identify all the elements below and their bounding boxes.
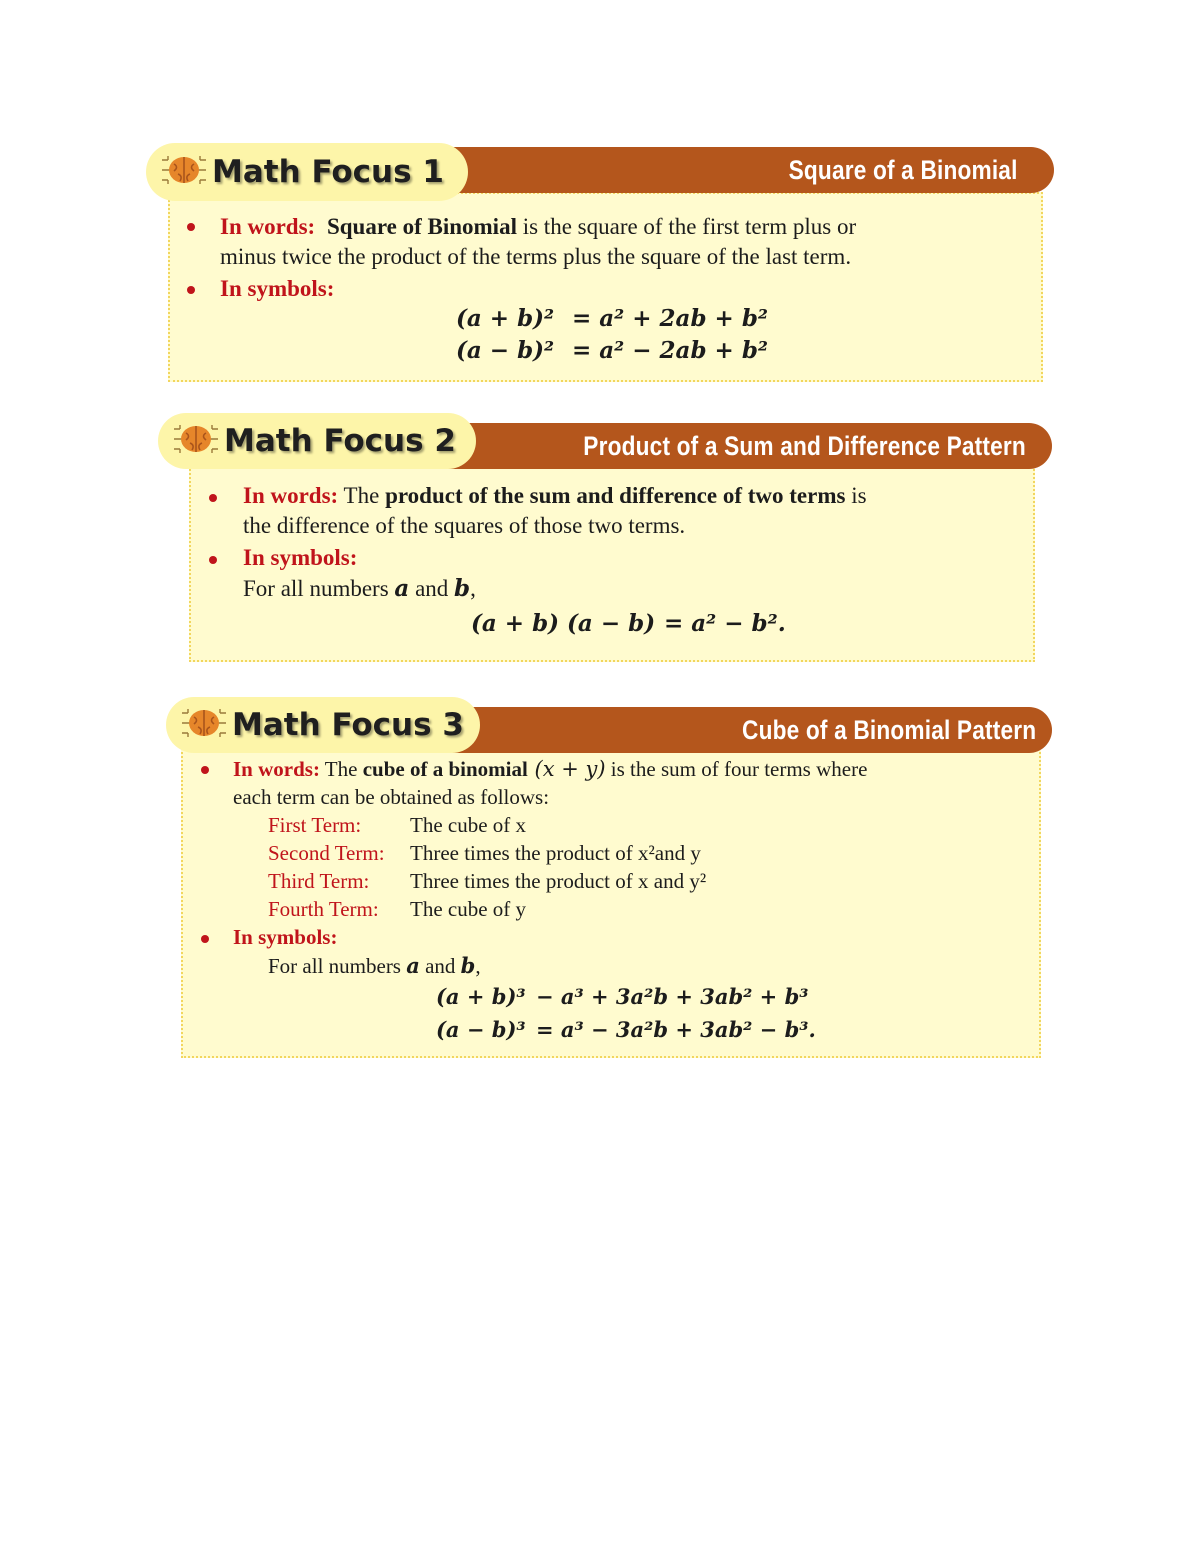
focus1-eq1-rhs: = a² + 2ab + b² — [572, 305, 768, 332]
bullet — [201, 766, 209, 774]
focus1-header-band — [380, 147, 1054, 193]
focus1-words-line2: minus twice the product of the terms plus the square of the last term. — [220, 244, 852, 269]
bullet — [209, 556, 217, 564]
focus3-eq2-lhs: (a − b)³ — [436, 1017, 526, 1042]
in-words-label: In words: — [220, 214, 316, 239]
term-row-fourth — [268, 894, 526, 924]
focus3-eq1-rhs: − a³ + 3a²b + 3ab² + b³ — [536, 984, 809, 1009]
focus3-words-bold: cube of a binomial — [362, 757, 528, 781]
brain-icon — [160, 150, 208, 195]
focus2-words-line2: the difference of the squares of those two terms. — [243, 513, 686, 538]
comma: , — [475, 954, 481, 978]
focus2-words-line1 — [243, 481, 867, 511]
term-desc: The cube of y — [410, 897, 527, 921]
in-symbols-label: In symbols: — [233, 925, 338, 949]
focus2-words-pre: The — [338, 483, 386, 508]
focus1-words-line1 — [220, 212, 856, 242]
focus3-eq2-rhs: = a³ − 3a²b + 3ab² − b³. — [536, 1017, 816, 1042]
term-row-second — [268, 838, 701, 868]
term-label: Third Term: — [268, 869, 370, 893]
focus2-header-band — [390, 423, 1052, 469]
for-all-text: For all numbers — [243, 576, 395, 601]
focus2-symbols-label — [243, 543, 357, 573]
focus3-for-all-line — [268, 951, 481, 981]
var-a: a — [394, 575, 410, 602]
focus3-subtitle: Cube of a Binomial Pattern — [741, 714, 1036, 745]
for-all-text: For all numbers — [268, 954, 407, 978]
focus2-eq-rhs: = a² − b². — [664, 610, 786, 637]
var-a: a — [406, 953, 420, 978]
focus2-title-pill — [158, 413, 476, 469]
focus1-words-text1: is the square of the first term plus or — [516, 214, 857, 239]
term-row-first — [268, 810, 526, 840]
focus2-subtitle: Product of a Sum and Difference Pattern — [583, 430, 1026, 461]
focus3-words-line1 — [233, 754, 867, 784]
focus1-title: Math Focus 1 — [212, 154, 444, 190]
term-label: Second Term: — [268, 841, 385, 865]
var-b: b — [460, 953, 476, 978]
focus1-subtitle: Square of a Binomial — [789, 154, 1018, 185]
and-text: and — [409, 576, 455, 601]
focus2-eq-lhs: (a + b) (a − b) — [471, 610, 656, 637]
term-desc: Three times the product of x and y² — [410, 869, 707, 893]
in-symbols-label: In symbols: — [243, 545, 358, 570]
focus3-title-pill — [166, 697, 480, 753]
focus3-words-expr: (x + y) — [527, 757, 606, 781]
focus3-words-line2: each term can be obtained as follows: — [233, 785, 550, 809]
focus2-for-all-line — [243, 574, 476, 604]
focus3-symbols-label — [233, 922, 337, 952]
brain-icon — [172, 419, 220, 464]
and-text: and — [419, 954, 461, 978]
term-row-third — [268, 866, 706, 896]
focus3-title: Math Focus 3 — [232, 707, 464, 743]
bullet — [187, 223, 195, 231]
focus1-eq2-lhs: (a − b)² — [456, 337, 555, 364]
comma: , — [470, 576, 476, 601]
focus2-words-post: is — [845, 483, 867, 508]
bullet — [187, 286, 195, 294]
focus2-words-bold: product of the sum and difference of two terms — [385, 483, 846, 508]
focus3-eq1-lhs: (a + b)³ — [436, 984, 526, 1009]
focus1-words-bold: Square of Binomial — [326, 214, 517, 239]
in-words-label: In words: — [243, 483, 339, 508]
brain-icon — [180, 703, 228, 748]
term-desc: Three times the product of x²and y — [410, 841, 701, 865]
in-symbols-label: In symbols: — [220, 276, 335, 301]
focus3-header-band — [400, 707, 1052, 753]
focus1-title-pill — [146, 143, 468, 201]
focus2-title: Math Focus 2 — [224, 423, 456, 459]
focus1-eq1-lhs: (a + b)² — [456, 305, 555, 332]
term-desc: The cube of x — [410, 813, 527, 837]
focus1-symbols-label — [220, 274, 334, 304]
in-words-label: In words: — [233, 757, 320, 781]
focus3-words-post: is the sum of four terms where — [605, 757, 868, 781]
bullet — [201, 935, 209, 943]
term-label: Fourth Term: — [268, 897, 379, 921]
focus1-eq2-rhs: = a² − 2ab + b² — [572, 337, 768, 364]
var-b: b — [454, 575, 471, 602]
focus3-words-pre: The — [319, 757, 363, 781]
bullet — [209, 494, 217, 502]
term-label: First Term: — [268, 813, 362, 837]
